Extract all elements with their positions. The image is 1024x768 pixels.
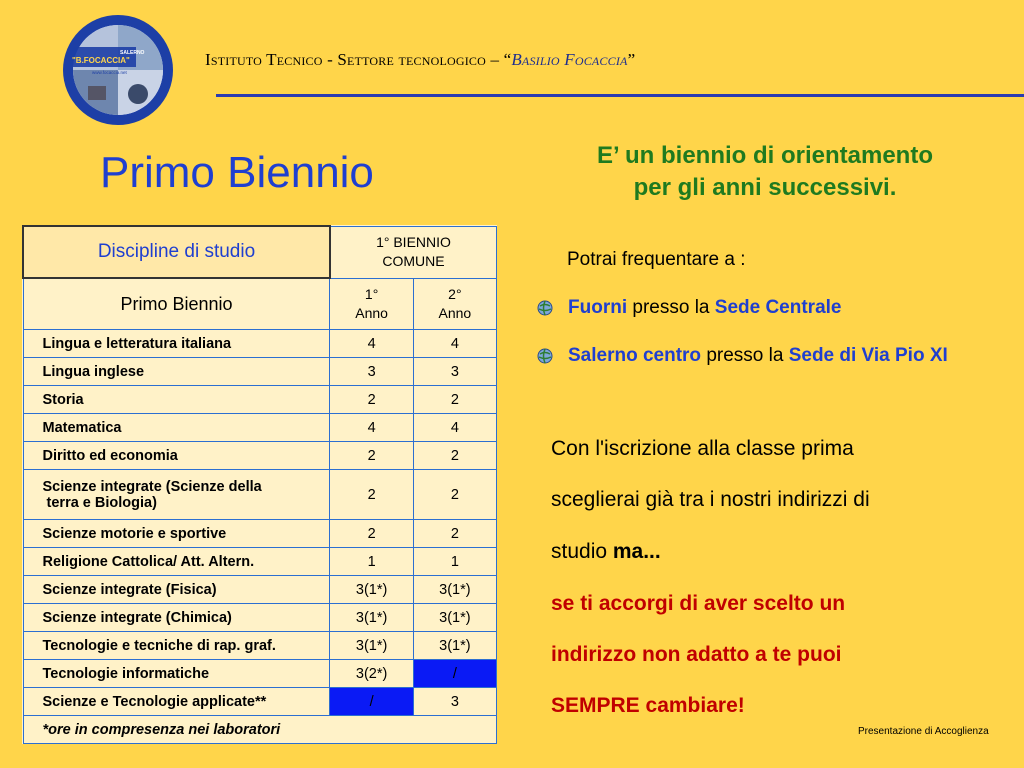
school-logo bbox=[62, 14, 174, 126]
curriculum-table bbox=[22, 225, 497, 744]
location-fuorni: Fuorni presso la Sede Centrale bbox=[537, 297, 842, 319]
table-row: Storia 2 2 bbox=[23, 386, 497, 414]
highlighted-cell: / bbox=[330, 688, 413, 716]
location-salerno-centro: Salerno centro presso la Sede di Via Pio XI bbox=[537, 345, 948, 367]
page-title: Primo Biennio bbox=[100, 148, 374, 197]
warning-line-1: se ti accorgi di aver scelto un bbox=[551, 592, 846, 615]
year1-header: 1° Anno bbox=[330, 278, 413, 330]
logo-url: www.focaccia.net bbox=[92, 70, 127, 75]
table-header-row bbox=[23, 226, 497, 278]
intro-text: E’ un biennio di orientamento per gli anni successivi. bbox=[596, 142, 933, 201]
footnote-row bbox=[23, 716, 497, 744]
table-footnote: *ore in compresenza nei laboratori bbox=[23, 716, 497, 744]
warning-line-3: SEMPRE cambiare! bbox=[551, 694, 745, 717]
header-divider bbox=[216, 94, 1024, 97]
table-row: Scienze motorie e sportive 2 2 bbox=[23, 520, 497, 548]
table-row: Scienze integrate (Chimica) 3(1*) 3(1*) bbox=[23, 604, 497, 632]
table-row: Lingua e letteratura italiana 4 4 bbox=[23, 330, 497, 358]
choice-line-1: Con l'iscrizione alla classe prima bbox=[551, 437, 854, 460]
primo-biennio-header: Primo Biennio bbox=[23, 278, 330, 330]
biennio-header: 1° BIENNIO COMUNE bbox=[330, 226, 497, 278]
year2-header: 2° Anno bbox=[413, 278, 496, 330]
table-row: Scienze integrate (Scienze della terra e Biologia) 2 2 bbox=[23, 470, 497, 520]
globe-bullet-icon bbox=[537, 300, 553, 316]
logo-city: SALERNO bbox=[120, 50, 145, 56]
logo-name: "B.FOCACCIA" bbox=[72, 56, 130, 65]
warning-line-2: indirizzo non adatto a te puoi bbox=[551, 643, 842, 666]
footer-text: Presentazione di Accoglienza bbox=[858, 726, 989, 737]
school-name: Basilio Focaccia bbox=[511, 50, 628, 69]
table-row: Matematica 4 4 bbox=[23, 414, 497, 442]
table-row: Diritto ed economia 2 2 bbox=[23, 442, 497, 470]
table-subheader-row bbox=[23, 278, 497, 330]
choice-line-2: sceglierai già tra i nostri indirizzi di bbox=[551, 488, 870, 511]
table-row: Scienze integrate (Fisica) 3(1*) 3(1*) bbox=[23, 576, 497, 604]
globe-bullet-icon bbox=[537, 348, 553, 364]
table-row: Tecnologie e tecniche di rap. graf. 3(1*) 3(1*) bbox=[23, 632, 497, 660]
highlighted-cell: / bbox=[413, 660, 496, 688]
disciplines-header: Discipline di studio bbox=[23, 226, 330, 278]
table-row: Tecnologie informatiche 3(2*) / bbox=[23, 660, 497, 688]
header-title: Istituto Tecnico - Settore tecnologico – “Basilio Focaccia” bbox=[205, 50, 636, 69]
choice-line-3: studio ma... bbox=[551, 540, 661, 563]
table-row: Scienze e Tecnologie applicate** / 3 bbox=[23, 688, 497, 716]
table-row: Lingua inglese 3 3 bbox=[23, 358, 497, 386]
attend-label: Potrai frequentare a : bbox=[567, 249, 746, 270]
table-row: Religione Cattolica/ Att. Altern. 1 1 bbox=[23, 548, 497, 576]
